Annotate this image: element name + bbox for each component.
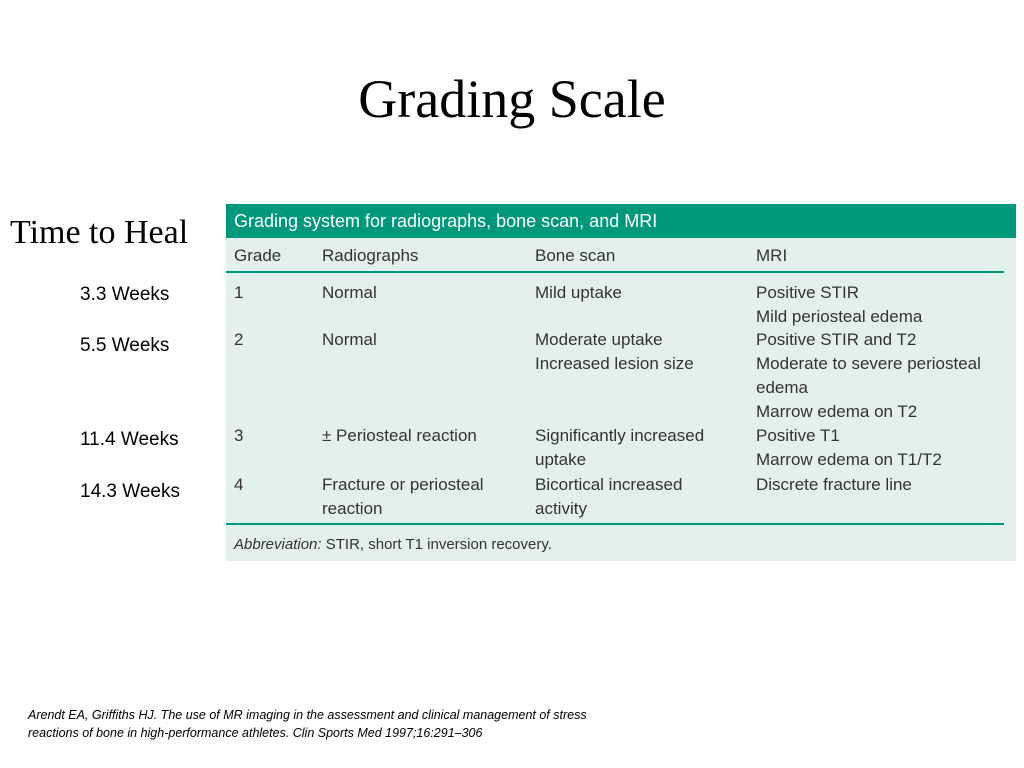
col-header-mri: MRI	[756, 246, 788, 265]
grade-cell: 3	[234, 426, 244, 445]
radiographs-cell: ± Periosteal reaction	[322, 426, 477, 445]
weeks-grade-1: 3.3 Weeks	[80, 284, 170, 305]
time-to-heal-heading: Time to Heal	[10, 214, 189, 251]
radiographs-cell: Fracture or periosteal	[322, 475, 484, 494]
bone-scan-cell: Significantly increased	[535, 426, 705, 445]
abbreviation-note	[234, 534, 552, 556]
mri-cell: Marrow edema on T1/T2	[756, 450, 942, 469]
bone-scan-cell: Bicortical increased	[535, 475, 683, 494]
radiographs-cell: reaction	[322, 499, 383, 518]
grade-cell: 2	[234, 330, 244, 349]
radiographs-cell: Normal	[322, 330, 377, 349]
mri-cell: Mild periosteal edema	[756, 307, 923, 326]
mri-cell: Positive STIR and T2	[756, 330, 917, 349]
mri-cell: Positive STIR	[756, 283, 859, 302]
bone-scan-cell: Increased lesion size	[535, 354, 694, 373]
abbreviation-text: STIR, short T1 inversion recovery.	[321, 536, 552, 553]
bone-scan-cell: Moderate uptake	[535, 330, 663, 349]
abbreviation-label: Abbreviation:	[234, 536, 322, 553]
citation-line: Arendt EA, Griffiths HJ. The use of MR imaging in the assessment and clinical management of stress	[28, 708, 587, 722]
mri-cell: Marrow edema on T2	[756, 402, 918, 421]
weeks-grade-3: 11.4 Weeks	[80, 429, 179, 450]
citation	[28, 706, 708, 742]
grading-table-panel	[226, 204, 1016, 561]
col-header-radiographs: Radiographs	[322, 246, 419, 265]
table-caption: Grading system for radiographs, bone scan, and MRI	[234, 211, 658, 231]
mri-cell: Moderate to severe periosteal	[756, 354, 981, 373]
weeks-grade-4: 14.3 Weeks	[80, 481, 180, 502]
radiographs-cell: Normal	[322, 283, 377, 302]
weeks-grade-2: 5.5 Weeks	[80, 335, 170, 356]
mri-cell: edema	[756, 378, 808, 397]
bone-scan-cell: Mild uptake	[535, 283, 622, 302]
col-header-grade: Grade	[234, 246, 282, 265]
grade-cell: 4	[234, 475, 244, 494]
col-header-bone-scan: Bone scan	[535, 246, 616, 265]
mri-cell: Discrete fracture line	[756, 475, 912, 494]
bone-scan-cell: uptake	[535, 450, 587, 469]
grade-cell: 1	[234, 283, 244, 302]
mri-cell: Positive T1	[756, 426, 840, 445]
slide-title: Grading Scale	[358, 69, 666, 129]
table-caption-band	[226, 204, 1016, 238]
bone-scan-cell: activity	[535, 499, 587, 518]
citation-line: reactions of bone in high-performance athletes. Clin Sports Med 1997;16:291–306	[28, 726, 483, 740]
header-rule	[226, 271, 1004, 273]
footer-rule	[226, 523, 1004, 525]
